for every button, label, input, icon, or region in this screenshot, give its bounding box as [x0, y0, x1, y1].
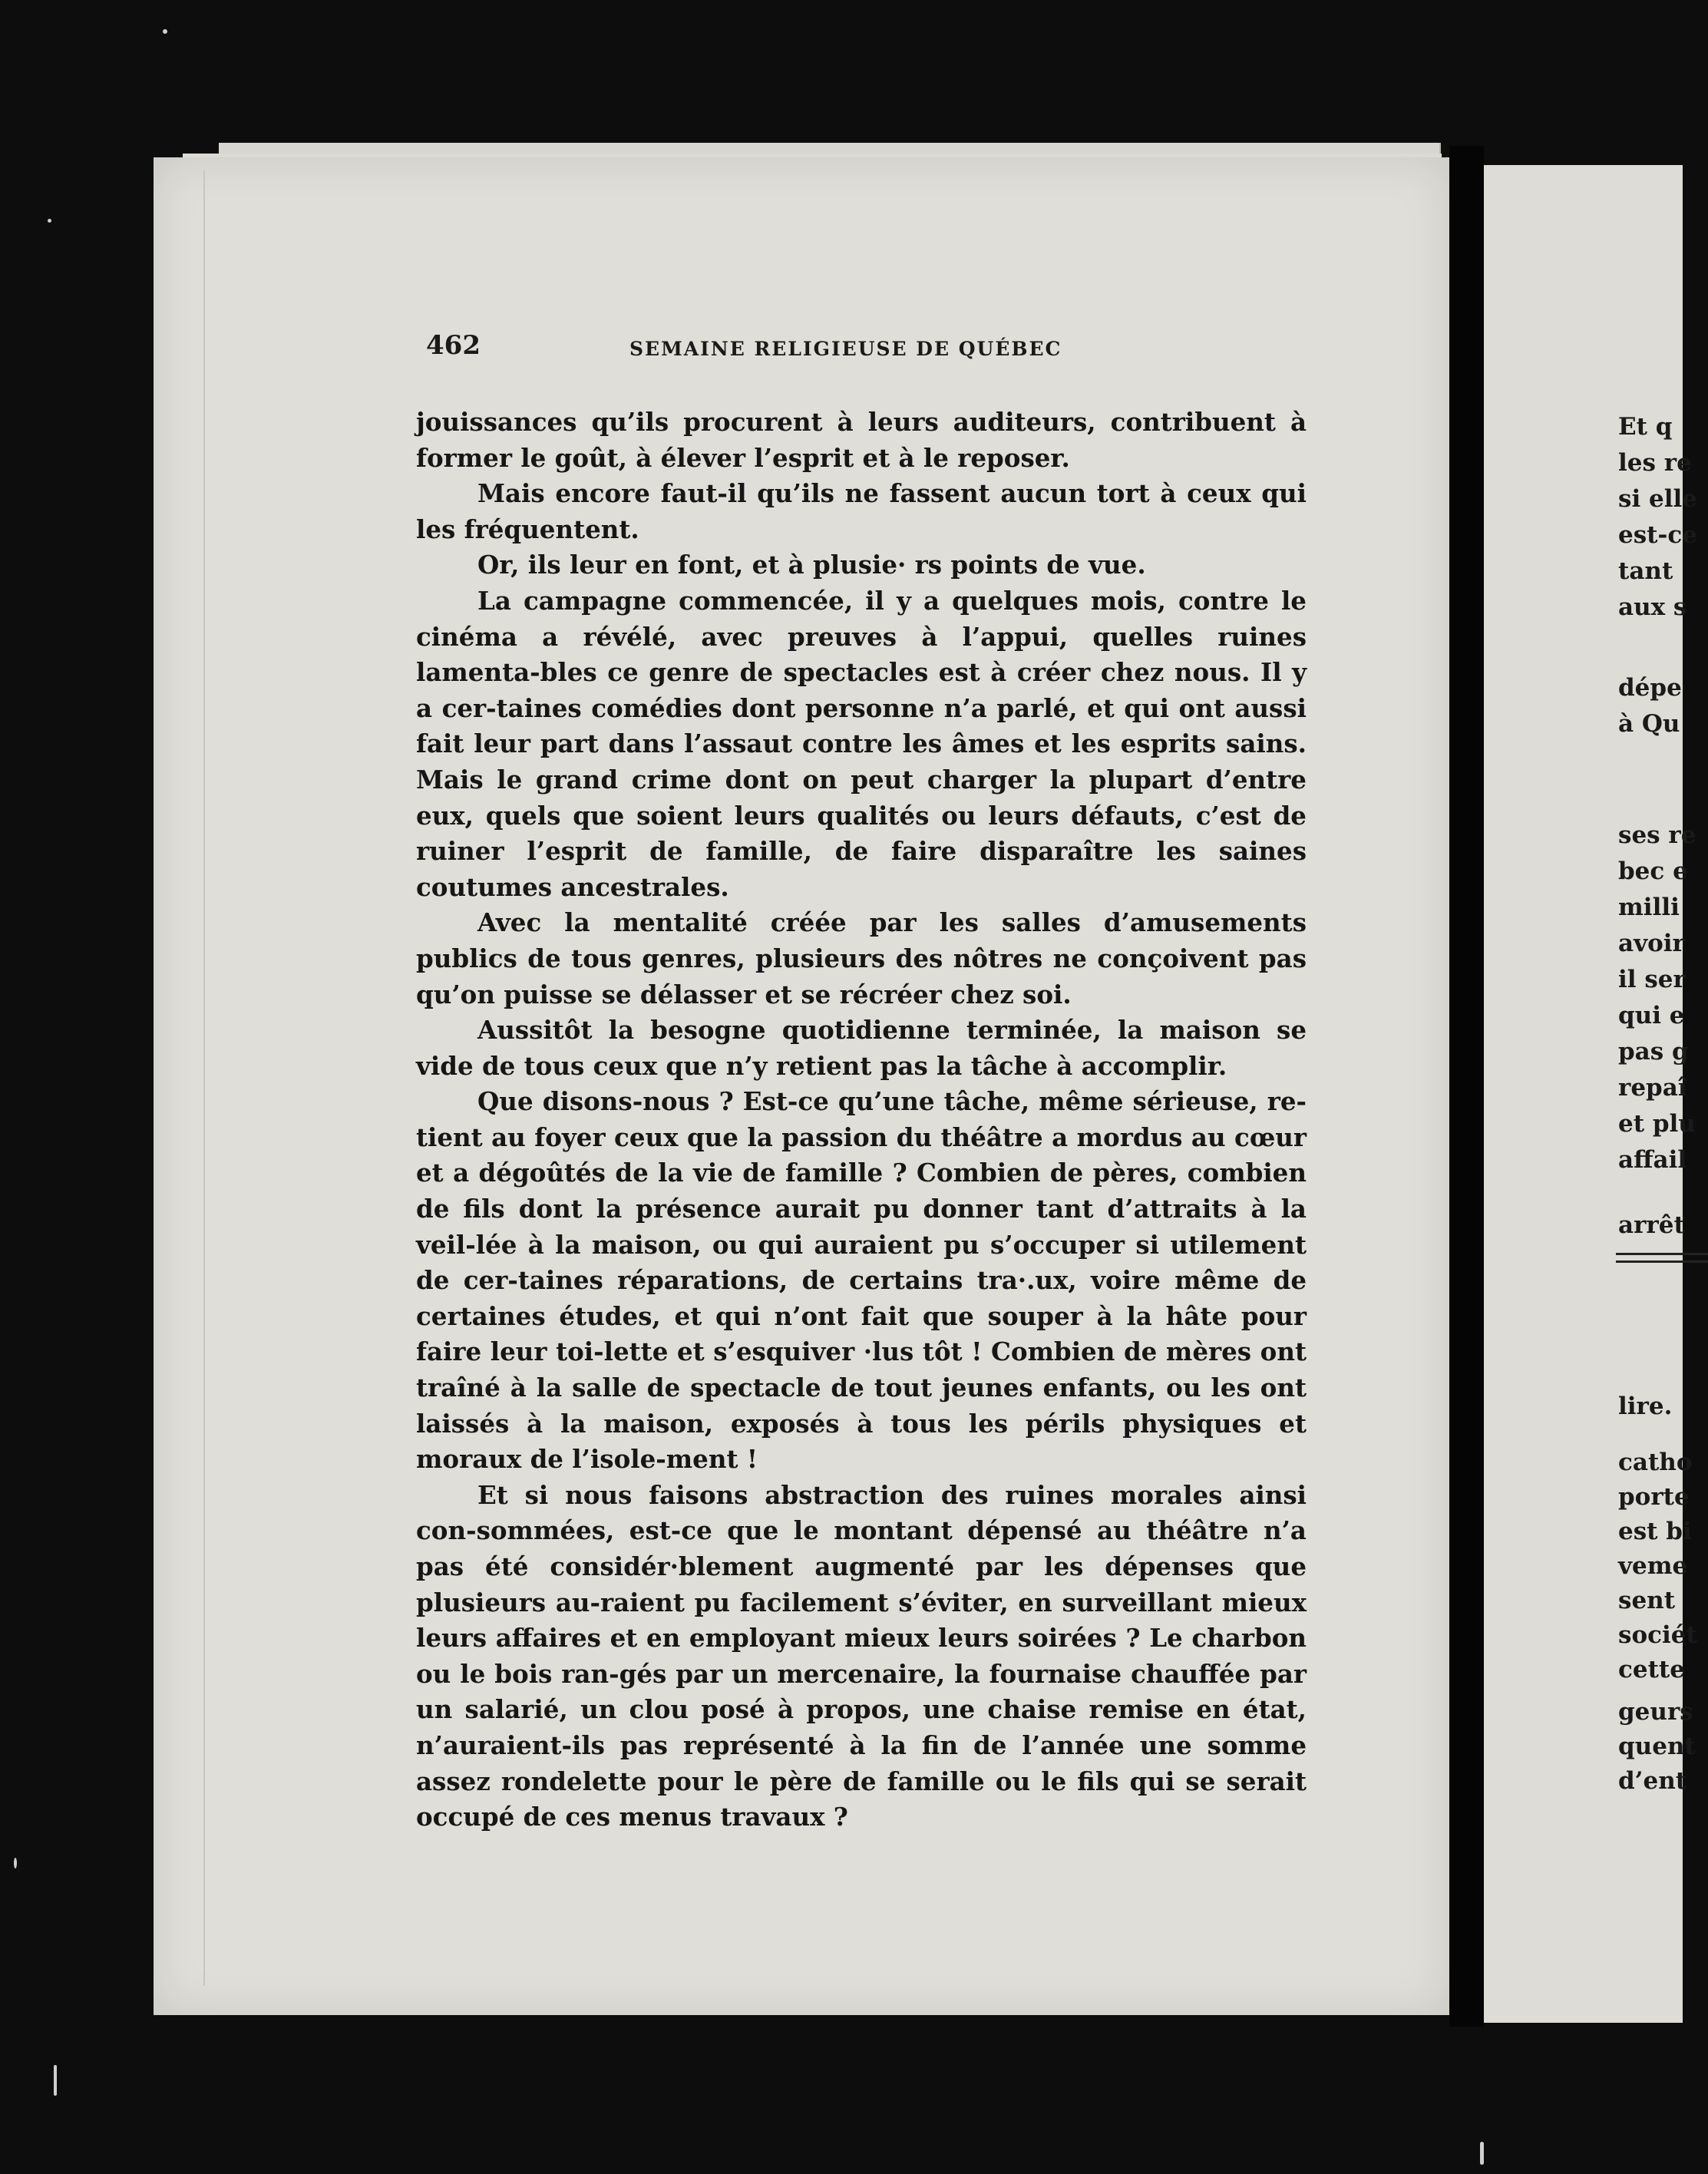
dust-speck — [48, 219, 51, 223]
double-rule-top — [1616, 1253, 1708, 1255]
paper-edge-line — [203, 170, 205, 1986]
facing-line: Et q — [1618, 413, 1673, 441]
facing-line: dépe — [1618, 674, 1682, 702]
paragraph: jouissances qu’ils procurent à leurs auditeurs, contribuent à former le goût, à élever l’esprit et à le reposer. — [416, 407, 1307, 473]
paragraph: Aussitôt la besogne quotidienne terminée, la maison se vide de tous ceux que n’y retient pas la tâche à accomplir. — [416, 1015, 1307, 1081]
facing-line: arrêt — [1618, 1211, 1685, 1239]
facing-line: si elle — [1618, 485, 1698, 513]
facing-line: qui e — [1618, 1002, 1685, 1029]
page-number: 462 — [426, 330, 481, 361]
facing-line: affail — [1618, 1146, 1687, 1174]
facing-line: d’ent — [1618, 1767, 1687, 1795]
facing-line: tant — [1618, 557, 1673, 585]
paragraph: Et si nous faisons abstraction des ruines morales ainsi con-sommées, est-ce que le montant dépensé au théâtre n’a pas été considér·blement augmenté par les dépenses que plusieurs au-raient pu facilement s’éviter, en surveillant mieux leurs affaires et en employant mieux leurs soirées ? Le charbon ou le bois ran-gés par un mercenaire, la fournaise chauffée par un salarié, un clou posé à propos, une chaise remise en état, n’auraient-ils pas représenté à la fin de l’année une somme assez rondelette pour le père de famille ou le fils qui se serait occupé de ces menus travaux ? — [416, 1479, 1307, 1832]
facing-line: cette — [1618, 1656, 1685, 1683]
dust-speck — [1480, 2142, 1484, 2165]
paragraph: La campagne commencée, il y a quelques mois, contre le cinéma a révélé, avec preuves à l’appui, quelles ruines lamenta-bles ce genre de spectacles est à créer chez nous. Il y a cer-taines comédies dont personne n’a parlé, et qui ont aussi fait leur part dans l’assaut contre les âmes et les esprits sains. Mais le grand crime dont on peut charger la plupart d’entre eux, quels que soient leurs qualités ou leurs défauts, c’est de ruiner l’esprit de famille, de faire disparaître les saines coutumes ancestrales. — [416, 585, 1307, 902]
facing-line: milli — [1618, 894, 1680, 921]
facing-line: aux s — [1618, 593, 1687, 621]
facing-line: bec e — [1618, 857, 1688, 885]
dust-speck — [54, 2065, 57, 2096]
facing-line: quent — [1618, 1733, 1696, 1760]
paragraph: Avec la mentalité créée par les salles d’amusements publics de tous genres, plusieurs des nôtres ne conçoivent pas qu’on puisse se délasser et se récréer chez soi. — [416, 907, 1307, 1009]
facing-line: veme — [1618, 1552, 1688, 1580]
body-text — [416, 405, 1307, 1835]
facing-line: porte — [1618, 1483, 1690, 1511]
facing-line: sociét — [1618, 1621, 1697, 1649]
facing-line: sent — [1618, 1587, 1676, 1614]
paragraph: Que disons-nous ? Est-ce qu’une tâche, même sérieuse, re-tient au foyer ceux que la passion du théâtre a mordus au cœur et a dégoûtés de la vie de famille ? Combien de pères, combien de fils dont la présence aurait pu donner tant d’attraits à la veil-lée à la maison, ou qui auraient pu s’occuper si utilement de cer-taines réparations, de certains tra·.ux, voire même de certaines études, et qui n’ont fait que souper à la hâte pour faire leur toi-lette et s’esquiver ·lus tôt ! Combien de mères ont traîné à la salle de spectacle de tout jeunes enfants, ou les ont laissés à la maison, exposés à tous les périls physiques et moraux de l’isole-ment ! — [416, 1086, 1307, 1475]
dust-speck — [14, 1858, 17, 1868]
facing-line: lire. — [1618, 1393, 1673, 1420]
facing-line: il ser — [1618, 966, 1686, 993]
paragraph: Mais encore faut-il qu’ils ne fassent aucun tort à ceux qui les fréquentent. — [416, 478, 1307, 544]
facing-line: pas g — [1618, 1038, 1689, 1066]
facing-line: catho — [1618, 1449, 1693, 1476]
facing-line: repaî — [1618, 1074, 1687, 1102]
running-title: SEMAINE RELIGIEUSE DE QUÉBEC — [629, 338, 1062, 360]
facing-line: est bi — [1618, 1518, 1692, 1545]
dust-speck — [163, 29, 167, 34]
facing-line: et plu — [1618, 1110, 1696, 1138]
facing-line: les re — [1618, 449, 1692, 477]
facing-line: est-ce — [1618, 521, 1697, 549]
facing-line: ses re — [1618, 821, 1696, 849]
double-rule-bottom — [1616, 1260, 1708, 1263]
book-gutter — [1449, 146, 1484, 2027]
facing-line: avoir — [1618, 930, 1685, 957]
facing-line: à Qu — [1618, 710, 1680, 738]
paragraph: Or, ils leur en font, et à plusie· rs points de vue. — [477, 550, 1146, 580]
facing-line: geurs — [1618, 1698, 1693, 1726]
page-header — [426, 330, 1309, 376]
